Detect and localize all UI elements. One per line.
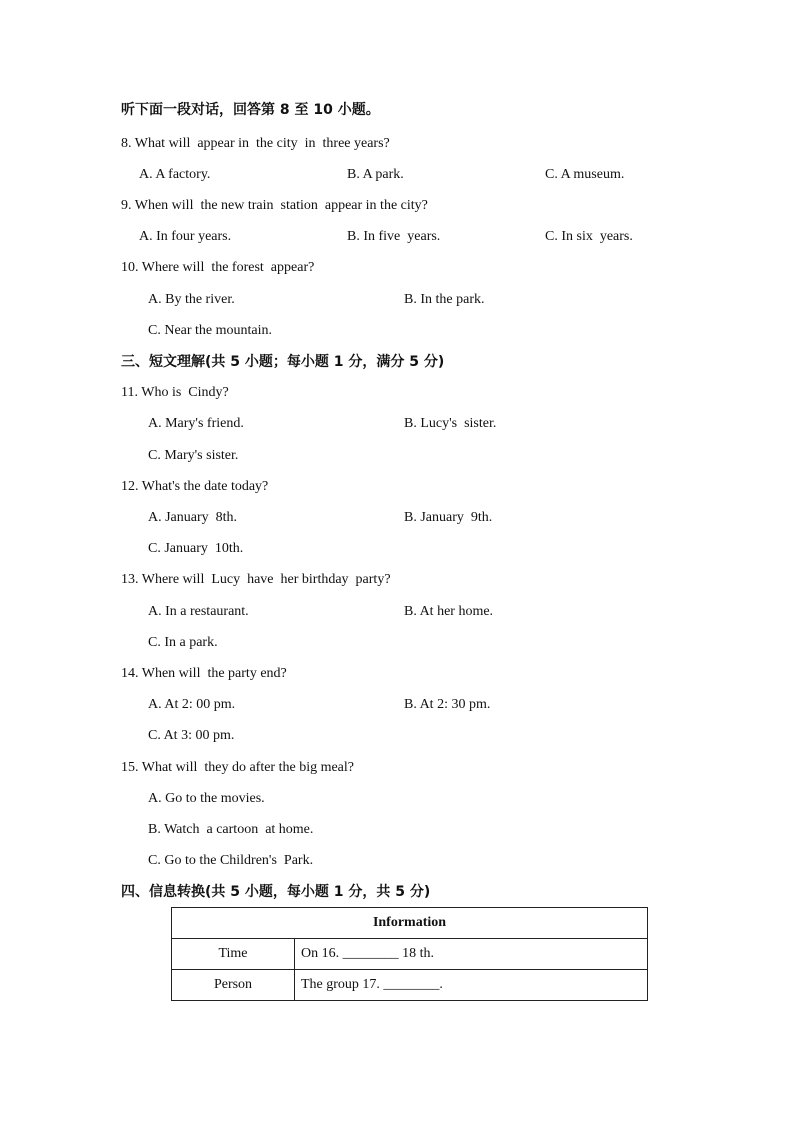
option-8b: B. A park. (347, 167, 404, 182)
option-14a: A. At 2: 00 pm. (148, 697, 236, 712)
option-10c: C. Near the mountain. (148, 323, 273, 338)
option-13a: A. In a restaurant. (148, 604, 249, 619)
question-13: 13. Where will Lucy have her birthday party? (121, 572, 391, 587)
row-value-time: On 16. ________ 18 th. (295, 939, 648, 970)
info-heading: 四、信息转换(共 5 小题，每小题 1 分，共 5 分) (121, 884, 431, 900)
listening-instruction: 听下面一段对话，回答第 8 至 10 小题。 (121, 102, 380, 118)
row-value-person: The group 17. ________. (295, 970, 648, 1001)
option-11b: B. Lucy's sister. (404, 416, 497, 431)
option-10a: A. By the river. (148, 292, 235, 307)
question-14: 14. When will the party end? (121, 666, 287, 681)
option-11c: C. Mary's sister. (148, 448, 239, 463)
reading-heading: 三、短文理解(共 5 小题；每小题 1 分，满分 5 分) (121, 354, 445, 370)
option-12c: C. January 10th. (148, 541, 244, 556)
option-12b: B. January 9th. (404, 510, 493, 525)
question-9: 9. When will the new train station appear in the city? (121, 198, 428, 213)
option-12a: A. January 8th. (148, 510, 238, 525)
option-14c: C. At 3: 00 pm. (148, 728, 235, 743)
row-label-person: Person (172, 970, 295, 1001)
row-label-time: Time (172, 939, 295, 970)
option-13c: C. In a park. (148, 635, 218, 650)
option-11a: A. Mary's friend. (148, 416, 244, 431)
question-12: 12. What's the date today? (121, 479, 269, 494)
option-14b: B. At 2: 30 pm. (404, 697, 491, 712)
option-8c: C. A museum. (545, 167, 625, 182)
option-8a: A. A factory. (139, 167, 211, 182)
question-10: 10. Where will the forest appear? (121, 260, 315, 275)
information-table (171, 907, 648, 1001)
question-11: 11. Who is Cindy? (121, 385, 229, 400)
table-row (172, 970, 648, 1001)
question-8: 8. What will appear in the city in three years? (121, 136, 390, 151)
option-9c: C. In six years. (545, 229, 633, 244)
option-15a: A. Go to the movies. (148, 791, 265, 806)
option-9b: B. In five years. (347, 229, 441, 244)
option-10b: B. In the park. (404, 292, 485, 307)
table-row (172, 939, 648, 970)
table-header: Information (172, 908, 648, 939)
option-9a: A. In four years. (139, 229, 232, 244)
question-15: 15. What will they do after the big meal? (121, 760, 355, 775)
option-15b: B. Watch a cartoon at home. (148, 822, 314, 837)
option-15c: C. Go to the Children's Park. (148, 853, 314, 868)
option-13b: B. At her home. (404, 604, 494, 619)
